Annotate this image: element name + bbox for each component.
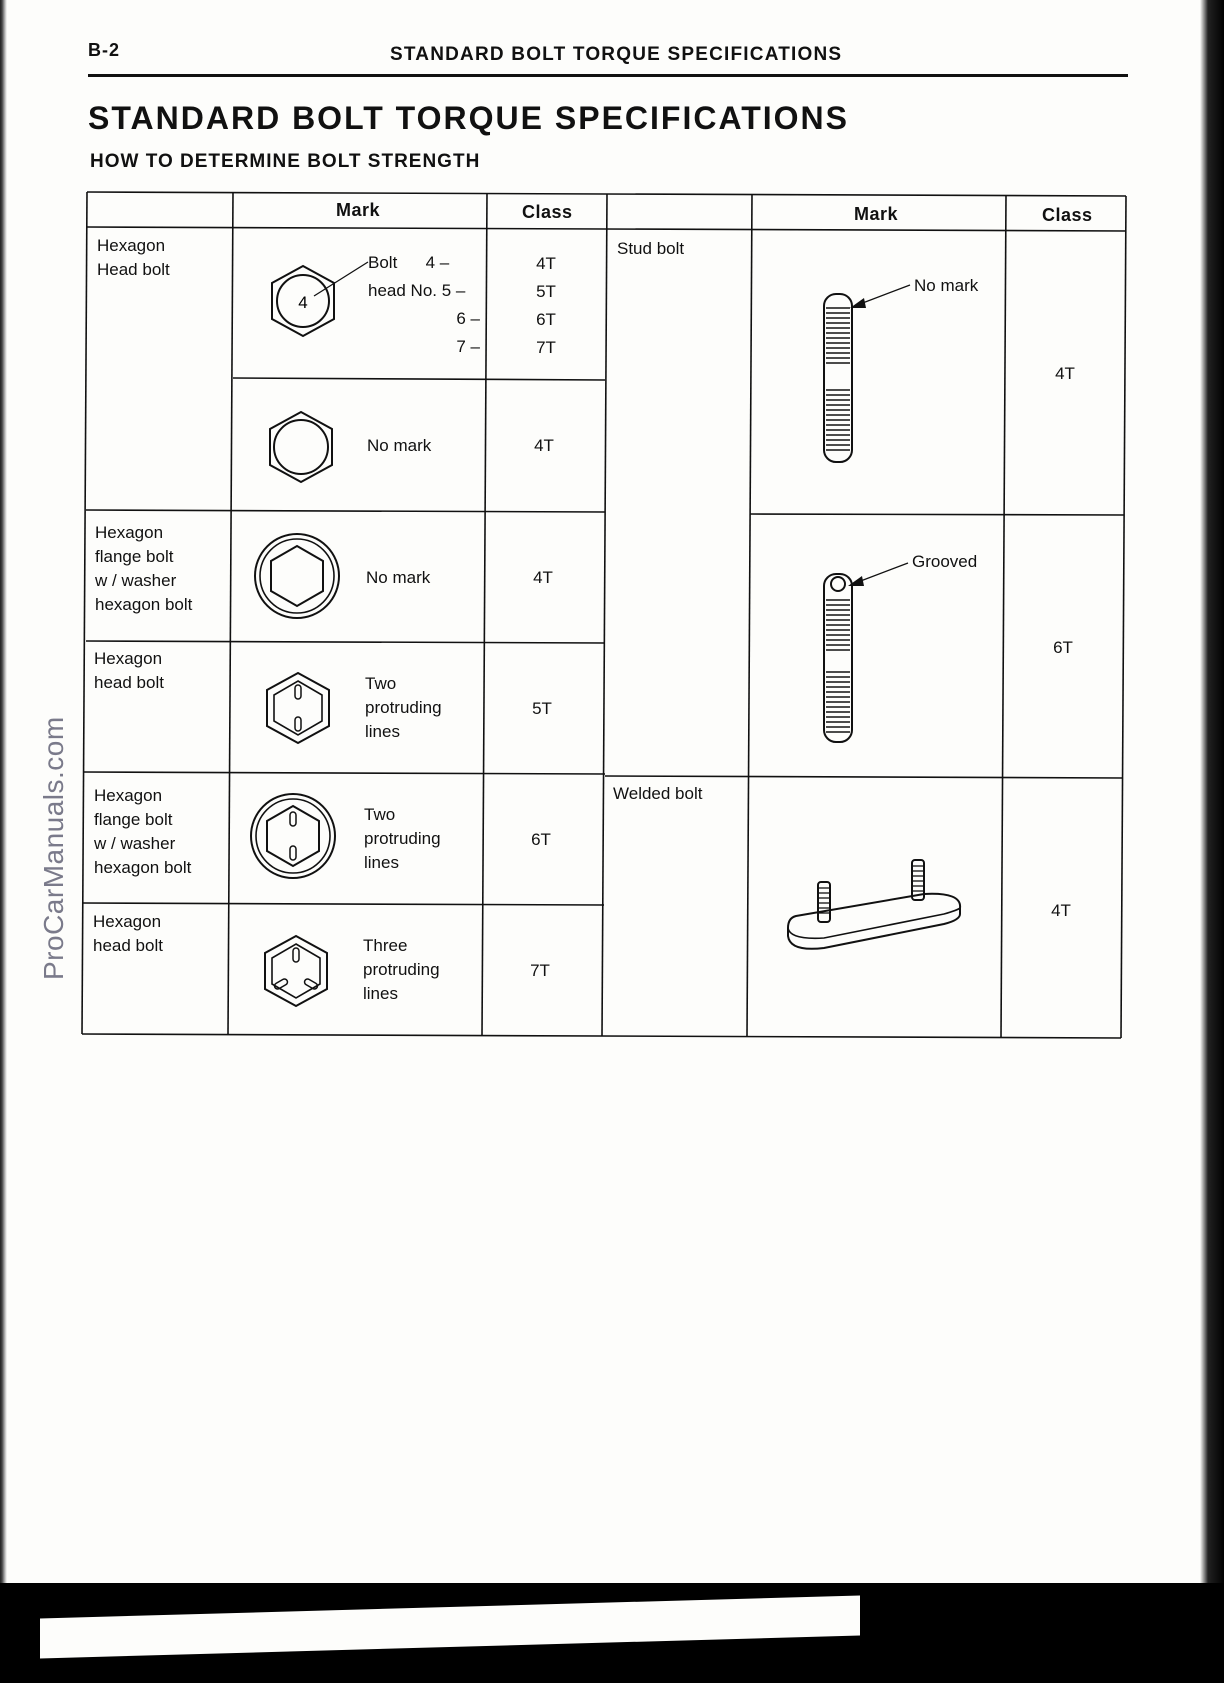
scan-edge-right: [1200, 0, 1224, 1600]
class-value: 5T: [532, 699, 552, 718]
row-type-hexagon-flange-bolt: Hexagon flange bolt w / washer hexagon bolt: [95, 523, 193, 614]
mark-three-protruding-lines: Three protruding lines: [363, 936, 440, 1003]
page-number: B-2: [88, 40, 121, 60]
welded-bolt-plate-icon: [784, 856, 964, 952]
class-value: 7T: [530, 961, 550, 980]
bolt-head-number-labels: [368, 249, 480, 361]
bolt-head-line: head No. 5 –: [368, 281, 466, 300]
grooved-pointer-arrow-icon: [846, 560, 910, 590]
flange-bolt-two-lines-icon: [248, 791, 338, 881]
page-title: STANDARD BOLT TORQUE SPECIFICATIONS: [88, 100, 849, 136]
row-type-welded-bolt: Welded bolt: [613, 784, 703, 803]
bolt-head-line: 6 –: [456, 309, 480, 328]
mark-grooved: Grooved: [912, 552, 978, 571]
class-value: 6T: [531, 830, 551, 849]
header-mark: Mark: [336, 200, 381, 220]
bolt-head-line: Bolt 4 –: [368, 253, 450, 272]
stud-bolt-plain-icon: [818, 290, 858, 466]
row-type-hexagon-head-bolt: Hexagon head bolt: [94, 649, 164, 692]
header-mark-right: Mark: [854, 204, 899, 224]
head-number-text: 4: [298, 293, 308, 312]
bolt-head-line: 7 –: [456, 337, 480, 356]
mark-no-mark: No mark: [367, 436, 432, 455]
class-value: 4T: [1051, 901, 1071, 920]
header-rule: [88, 74, 1128, 77]
stud-bolt-grooved-icon: [818, 570, 858, 746]
header-class: Class: [522, 202, 573, 222]
mark-no-mark: No mark: [914, 276, 979, 295]
hex-head-two-lines-icon: [263, 671, 333, 745]
class-5t: 5T: [536, 282, 556, 301]
mark-two-protruding-lines: Two protruding lines: [365, 674, 442, 741]
class-7t: 7T: [536, 338, 556, 357]
row-type-stud-bolt: Stud bolt: [617, 239, 685, 258]
flange-bolt-plain-icon: [252, 531, 342, 621]
row-type-hexagon-head-bolt: Hexagon Head bolt: [97, 236, 170, 279]
hex-head-three-lines-icon: [261, 934, 331, 1008]
hex-head-plain-icon: [266, 410, 336, 484]
section-subtitle: HOW TO DETERMINE BOLT STRENGTH: [90, 151, 481, 172]
mark-no-mark: No mark: [366, 568, 431, 587]
row-type-hexagon-head-bolt: Hexagon head bolt: [93, 912, 163, 955]
mark-two-protruding-lines: Two protruding lines: [364, 805, 441, 872]
row-type-hexagon-flange-bolt: Hexagon flange bolt w / washer hexagon bolt: [94, 786, 192, 877]
leader-line-icon: [310, 260, 370, 300]
class-value: 4T: [1055, 364, 1075, 383]
scan-edge-left: [0, 0, 7, 1600]
class-4t: 4T: [536, 254, 556, 273]
class-value: 6T: [1053, 638, 1073, 657]
watermark: ProCarManuals.com: [38, 716, 69, 980]
class-6t: 6T: [536, 310, 556, 329]
header-class-right: Class: [1042, 205, 1093, 225]
class-value: 4T: [534, 436, 554, 455]
class-value: 4T: [533, 568, 553, 587]
stud-pointer-arrow-icon: [848, 282, 912, 312]
running-head: STANDARD BOLT TORQUE SPECIFICATIONS: [390, 44, 843, 65]
